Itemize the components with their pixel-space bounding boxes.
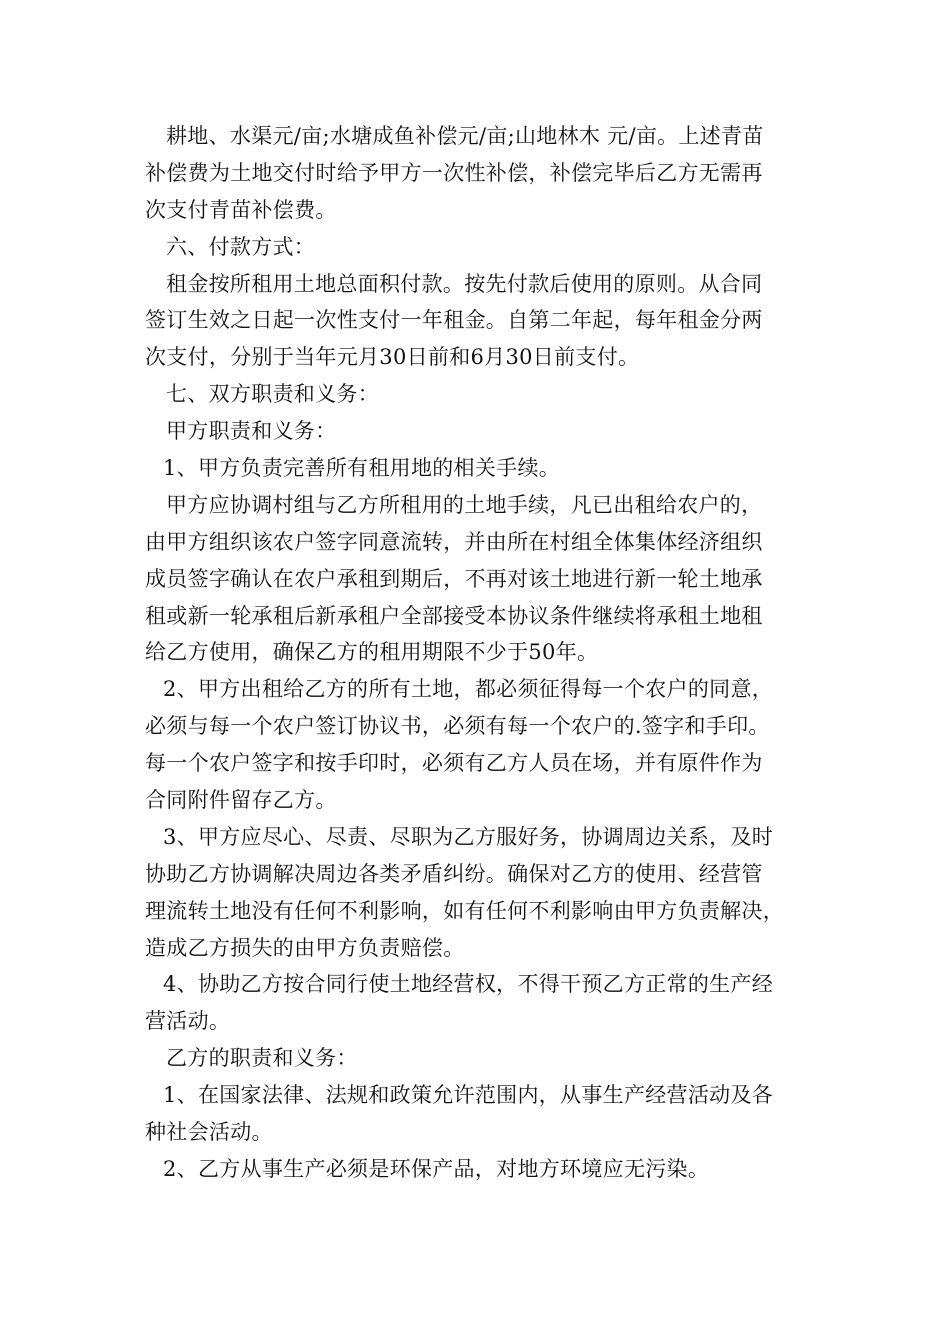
- text-line: 成员签字确认在农户承租到期后，不再对该土地进行新一轮土地承: [145, 566, 763, 591]
- text-line: 1、在国家法律、法规和政策允许范围内，从事生产经营活动及各: [163, 1083, 774, 1108]
- text-line: 每一个农户签字和按手印时，必须有乙方人员在场，并有原件作为: [145, 751, 763, 776]
- text-line: 六、付款方式：: [166, 234, 316, 259]
- document-body: [145, 118, 835, 1188]
- text-line: 甲方职责和义务：: [166, 419, 337, 444]
- text-line: 4、协助乙方按合同行使土地经营权，不得干预乙方正常的生产经: [163, 972, 774, 997]
- text-line: 签订生效之日起一次性支付一年租金。自第二年起，每年租金分两: [145, 308, 763, 333]
- text-line: 3、甲方应尽心、尽责、尽职为乙方服好务，协调周边关系，及时: [163, 824, 774, 849]
- text-line: 理流转土地没有任何不利影响，如有任何不利影响由甲方负责解决，: [145, 898, 784, 923]
- text-line: 2、甲方出租给乙方的所有土地，都必须征得每一个农户的同意，: [163, 677, 774, 702]
- text-line: 次支付，分别于当年元月30日前和6月30日前支付。: [145, 345, 640, 370]
- text-line: 营活动。: [145, 1009, 231, 1034]
- text-line: 必须与每一个农户签订协议书，必须有每一个农户的.签字和手印。: [145, 714, 770, 739]
- text-line: 2、乙方从事生产必须是环保产品，对地方环境应无污染。: [163, 1156, 710, 1181]
- text-line: 合同附件留存乙方。: [145, 788, 337, 813]
- paragraph: [145, 966, 835, 1040]
- text-line: 由甲方组织该农户签字同意流转，并由所在村组全体集体经济组织: [145, 529, 763, 554]
- paragraph: [145, 1151, 835, 1188]
- text-line: 乙方的职责和义务：: [166, 1046, 358, 1071]
- paragraph: [145, 487, 835, 671]
- paragraph: [145, 376, 835, 413]
- paragraph: [145, 266, 835, 377]
- text-line: 1、甲方负责完善所有租用地的相关手续。: [163, 456, 561, 481]
- text-line: 七、双方职责和义务：: [166, 382, 379, 407]
- text-line: 租或新一轮承租后新承租户全部接受本协议条件继续将承租土地租: [145, 603, 763, 628]
- paragraph: [145, 819, 835, 967]
- paragraph: [145, 229, 835, 266]
- text-line: 次支付青苗补偿费。: [145, 197, 337, 222]
- text-line: 造成乙方损失的由甲方负责赔偿。: [145, 935, 465, 960]
- paragraph: [145, 450, 835, 487]
- paragraph: [145, 413, 835, 450]
- text-line: 给乙方使用，确保乙方的租用期限不少于50年。: [145, 640, 599, 665]
- text-line: 租金按所租用土地总面积付款。按先付款后使用的原则。从合同: [166, 271, 763, 296]
- text-line: 种社会活动。: [145, 1120, 273, 1145]
- text-line: 协助乙方协调解决周边各类矛盾纠纷。确保对乙方的使用、经营管: [145, 861, 763, 886]
- text-line: 甲方应协调村组与乙方所租用的土地手续，凡已出租给农户的，: [166, 492, 763, 517]
- paragraph: [145, 671, 835, 819]
- text-line: 耕地、水渠元/亩;水塘成鱼补偿元/亩;山地林木 元/亩。上述青苗: [166, 124, 764, 148]
- paragraph: [145, 1040, 835, 1077]
- paragraph: [145, 1077, 835, 1151]
- text-line: 补偿费为土地交付时给予甲方一次性补偿，补偿完毕后乙方无需再: [145, 160, 763, 185]
- paragraph: [145, 118, 835, 229]
